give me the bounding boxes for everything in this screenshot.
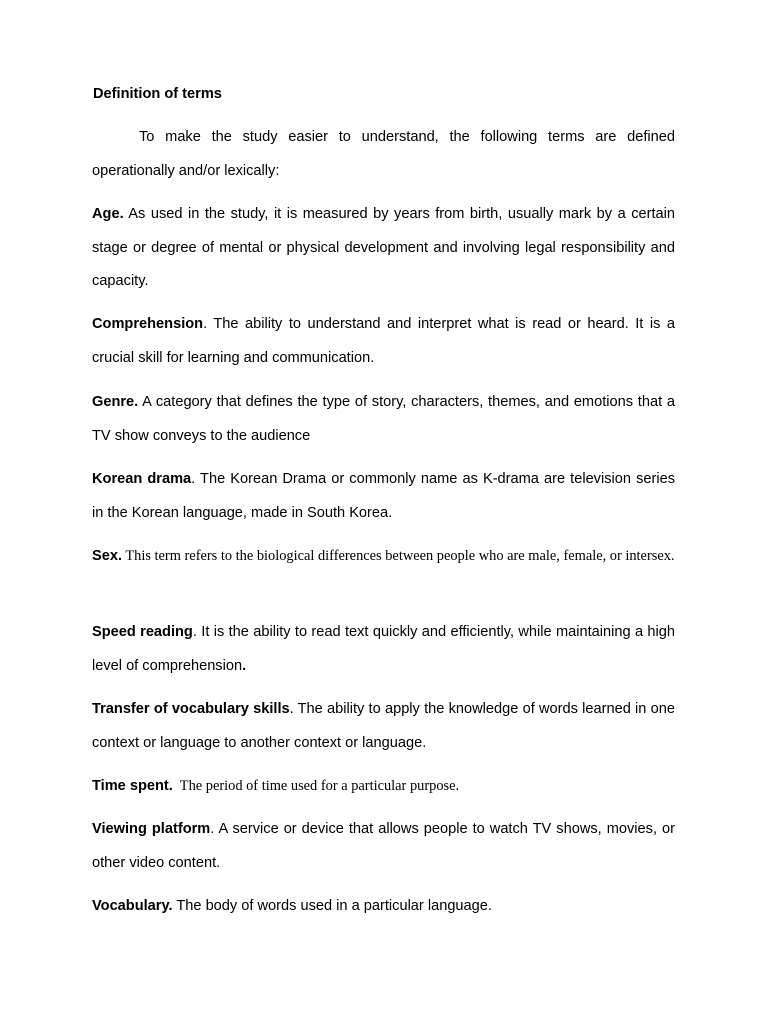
term-definition: A category that defines the type of story, characters, themes, and emotions that a TV show conveys to the audience xyxy=(92,394,675,444)
term-label: Sex. xyxy=(92,548,123,564)
term-viewing-platform xyxy=(92,813,675,880)
term-label: Comprehension xyxy=(92,316,204,332)
term-sex xyxy=(92,540,675,574)
term-genre xyxy=(92,386,675,453)
term-speed-reading xyxy=(92,616,675,683)
term-definition: . It is the ability to read text quickly and efficiently, while maintaining a high level of comprehension xyxy=(92,624,675,674)
term-label: Korean drama xyxy=(92,471,192,487)
term-transfer-of-vocabulary-skills xyxy=(92,693,675,760)
term-definition: . The ability to understand and interpret what is read or heard. It is a crucial skill for learning and communication. xyxy=(92,316,675,366)
term-label: Transfer of vocabulary skills xyxy=(92,701,290,717)
term-korean-drama xyxy=(92,463,675,530)
term-vocabulary xyxy=(92,890,675,924)
term-label: Genre. xyxy=(92,394,139,410)
term-definition: The period of time used for a particular purpose. xyxy=(172,778,460,794)
intro-paragraph: To make the study easier to understand, the following terms are defined operationally and/or lexically: xyxy=(92,129,675,179)
term-age xyxy=(92,198,675,299)
term-definition: The body of words used in a particular language. xyxy=(172,898,492,914)
term-definition: . A service or device that allows people to watch TV shows, movies, or other video content. xyxy=(92,821,675,871)
term-definition: This term refers to the biological differences between people who are male, female, or intersex. xyxy=(122,548,675,564)
section-heading: Definition of terms xyxy=(93,86,222,102)
term-definition: As used in the study, it is measured by years from birth, usually mark by a certain stage or degree of mental or physical development and involving legal responsibility and capacity. xyxy=(92,206,675,289)
term-definition: . The ability to apply the knowledge of words learned in one context or language to another context or language. xyxy=(92,701,675,751)
term-definition: . The Korean Drama or commonly name as K-drama are television series in the Korean language, made in South Korea. xyxy=(92,471,676,521)
term-time-spent xyxy=(92,770,675,804)
term-label: Vocabulary. xyxy=(92,898,173,914)
term-label: Age. xyxy=(92,206,124,222)
term-label: Time spent. xyxy=(92,778,173,794)
term-label: Speed reading xyxy=(92,624,193,640)
term-label: Viewing platform xyxy=(92,821,211,837)
term-end-period: . xyxy=(242,657,247,674)
term-comprehension xyxy=(92,308,675,375)
